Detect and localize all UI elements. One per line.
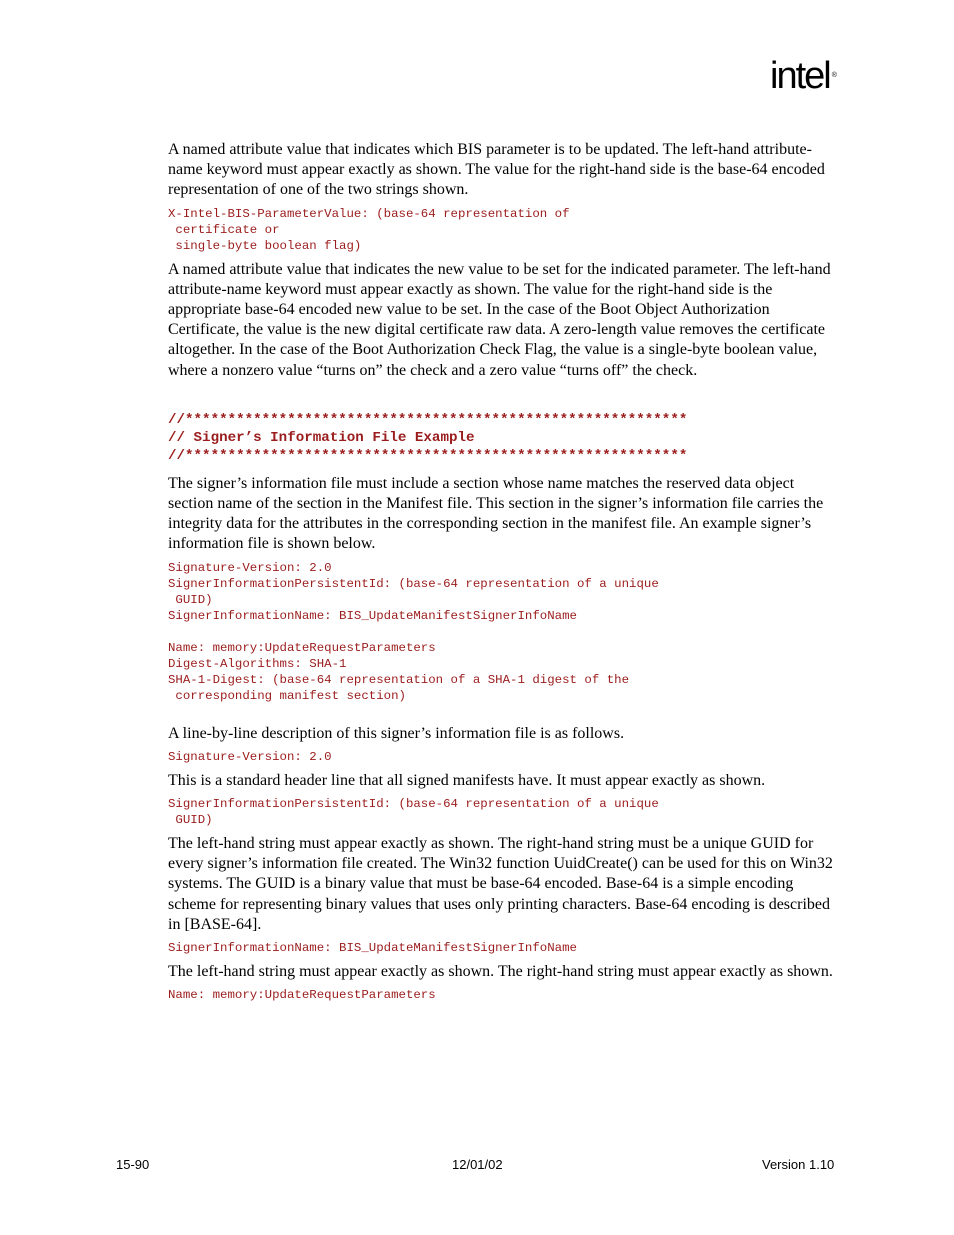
footer-version: Version 1.10 <box>762 1157 835 1172</box>
intel-logo: intel ® <box>770 55 837 97</box>
paragraph-header-line: This is a standard header line that all signed manifests have. It must appear exactly as shown. <box>168 771 766 789</box>
code-parameter-value: X-Intel-BIS-ParameterValue: (base-64 representation of certificate or single-byte boolean flag) <box>168 206 570 253</box>
code-signer-info-name: SignerInformationName: BIS_UpdateManifestSignerInfoName <box>168 941 577 956</box>
paragraph-line-description: A line-by-line description of this signer’s information file is as follows. <box>168 724 625 742</box>
spacer <box>168 710 843 724</box>
footer-page-number: 15-90 <box>116 1157 150 1172</box>
section-banner: //*********************************************************** // Signer’s Information File Example //*********************************************************** <box>168 411 688 464</box>
paragraph-parameter-name: A named attribute value that indicates which BIS parameter is to be updated. The left-hand attribute-name keyword must appear exactly as shown. The value for the right-hand side is the base-64 encoded representation of one of the two strings shown. <box>168 141 825 199</box>
footer-date: 12/01/02 <box>452 1157 503 1172</box>
code-name-memory: Name: memory:UpdateRequestParameters <box>168 988 436 1003</box>
registered-mark: ® <box>831 72 837 79</box>
code-persistent-id: SignerInformationPersistentId: (base-64 representation of a unique GUID) <box>168 797 659 828</box>
paragraph-guid: The left-hand string must appear exactly as shown. The right-hand string must be a unique GUID for every signer’s information file created. The Win32 function UuidCreate() can be used for this on Win32 systems. The GUID is a binary value that must be base-64 encoded. Base-64 is a simple encoding scheme for representing binary values that uses only printing characters. Base-64 encoding is described in [BASE-64]. <box>168 835 833 933</box>
code-signature-version: Signature-Version: 2.0 <box>168 749 332 764</box>
paragraph-parameter-value: A named attribute value that indicates the new value to be set for the indicated parameter. The left-hand attribute-name keyword must appear exactly as shown. The value for the right-hand side is the appropriate base-64 encoded new value to be set. In the case of the Boot Object Authorization Certificate, the value is the new digital certificate raw data. A zero-length value removes the certificate altogether. In the case of the Boot Authorization Check Flag, the value is a single-byte boolean value, where a nonzero value “turns on” the check and a zero value “turns off” the check. <box>168 260 831 379</box>
paragraph-signer-info-name: The left-hand string must appear exactly as shown. The right-hand string must appear exactly as shown. <box>168 963 833 981</box>
paragraph-signer-info-intro: The signer’s information file must include a section whose name matches the reserved data object section name of the section in the Manifest file. This section in the signer’s information file carries the integrity data for the attributes in the corresponding section in the manifest file. An example signer’s information file is shown below. <box>168 474 824 553</box>
page-content <box>168 140 843 1009</box>
code-signer-info-example: Signature-Version: 2.0 SignerInformationPersistentId: (base-64 representation of a unique GUID) SignerInformationName: BIS_UpdateManifestSignerInfoName Name: memory:UpdateRequestParameters Digest-Algorithms: SHA-1 SHA-1-Digest: (base-64 representation of a SHA-1 digest of the corresponding manifest section) <box>168 560 659 703</box>
